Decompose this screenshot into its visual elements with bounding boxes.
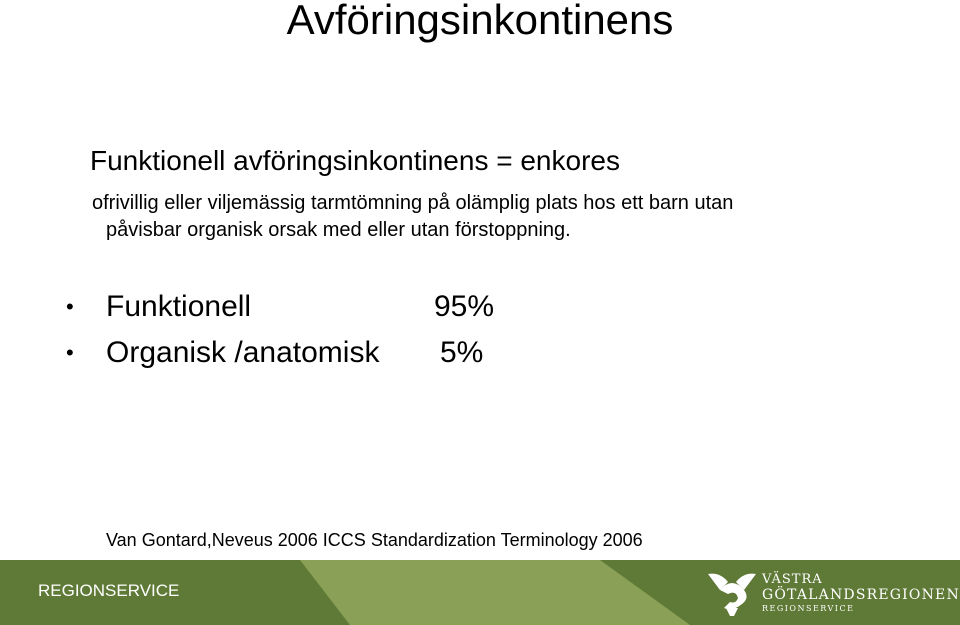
definition-text	[92, 190, 892, 244]
bullet-icon: •	[66, 340, 74, 365]
slide-subtitle: Funktionell avföringsinkontinens = enkores	[90, 145, 620, 176]
footer-label: REGIONSERVICE	[38, 581, 180, 600]
logo-line-3: REGIONSERVICE	[762, 604, 855, 613]
bullet-value: 95%	[434, 290, 495, 323]
definition-line-2: påvisbar organisk orsak med eller utan förstoppning.	[106, 219, 571, 241]
vgr-emblem-icon	[706, 568, 758, 618]
vgr-logo	[706, 568, 960, 620]
bullet-label: Organisk /anatomisk	[106, 336, 380, 369]
logo-line-2: GÖTALANDSREGIONEN	[762, 587, 960, 603]
bullet-label: Funktionell	[106, 290, 252, 323]
definition-line-1: ofrivillig eller viljemässig tarmtömning på olämplig plats hos ett barn utan	[92, 192, 734, 214]
reference-citation: Van Gontard,Neveus 2006 ICCS Standardization Terminology 2006	[106, 530, 643, 550]
footer-bar	[0, 560, 960, 625]
vgr-logo-wordmark	[762, 572, 960, 615]
bullet-value: 5%	[440, 336, 484, 369]
slide-title: Avföringsinkontinens	[286, 0, 674, 43]
bullet-icon: •	[66, 294, 74, 319]
logo-line-1: VÄSTRA	[762, 572, 823, 587]
